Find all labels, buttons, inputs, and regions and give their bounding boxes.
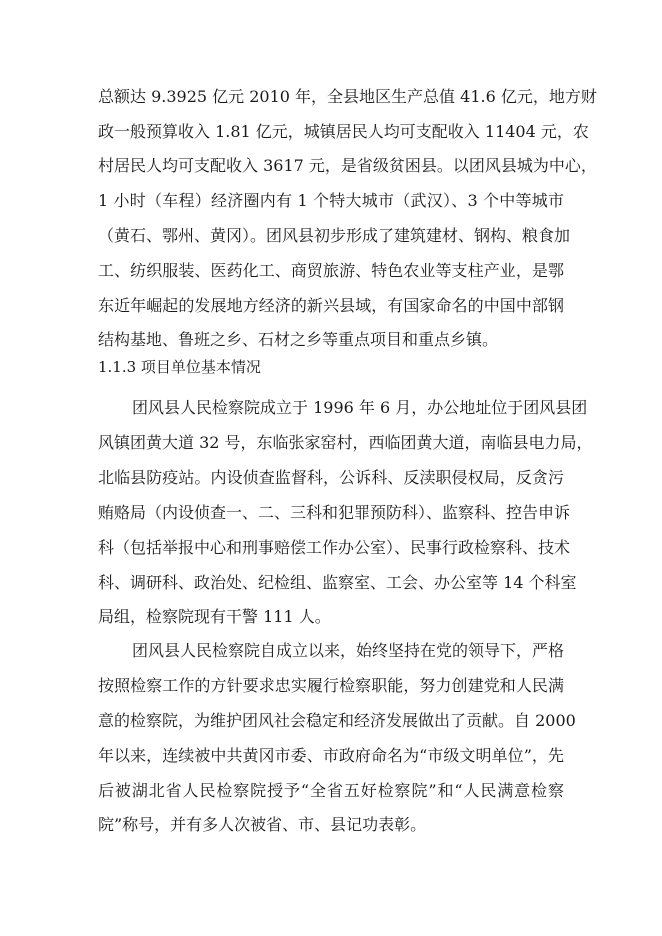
text-line: 北临县防疫站。内设侦查监督科，公诉科、反渎职侵权局，反贪污 (98, 468, 564, 487)
text-line: 院”称号，并有多人次被省、市、县记功表彰。 (98, 815, 427, 834)
text-line: 团风县人民检察院自成立以来，始终坚持在党的领导下，严格 (132, 641, 565, 660)
text-line: 风镇团黄大道 32 号，东临张家窑村，西临团黄大道，南临县电力局， (98, 433, 593, 452)
section-heading: 1.1.3 项目单位基本情况 (98, 358, 261, 376)
text-line: 贿赂局（内设侦查一、二、三科和犯罪预防科）、监察科、控告申诉 (98, 503, 571, 522)
text-line: 村居民人均可支配收入 3617 元，是省级贫困县。以团风县城为中心， (98, 156, 597, 175)
text-line: （黄石、鄂州、黄冈）。团风县初步形成了建筑建材、钢构、粮食加 (98, 226, 571, 245)
text-line: 局组，检察院现有干警 111 人。 (98, 607, 331, 626)
text-line: 东近年崛起的发展地方经济的新兴县域，有国家命名的中国中部钢 (98, 296, 564, 315)
text-line: 科、调研科、政治处、纪检组、监察室、工会、办公室等 14 个科室 (98, 573, 577, 592)
text-line: 政一般预算收入 1.81 亿元，城镇居民人均可支配收入 11404 元，农 (98, 122, 589, 141)
text-line: 结构基地、鲁班之乡、石材之乡等重点项目和重点乡镇。 (98, 330, 499, 349)
text-line: 科（包括举报中心和刑事赔偿工作办公室）、民事行政检察科、技术 (98, 538, 571, 557)
text-line: 工、纺织服装、医药化工、商贸旅游、特色农业等支柱产业，是鄂 (98, 261, 564, 280)
text-line: 1 小时（车程）经济圈内有 1 个特大城市（武汉）、3 个中等城市 (98, 191, 564, 210)
text-line: 年以来，连续被中共黄冈市委、市政府命名为“市级文明单位”，先 (98, 746, 564, 765)
text-line: 团风县人民检察院成立于 1996 年 6 月，办公地址位于团风县团 (132, 398, 588, 417)
text-line: 按照检察工作的方针要求忠实履行检察职能，努力创建党和人民满 (98, 676, 564, 695)
text-line: 后被湖北省人民检察院授予“全省五好检察院”和“人民满意检察 (98, 781, 564, 800)
text-line: 总额达 9.3925 亿元 2010 年，全县地区生产总值 41.6 亿元，地方财 (98, 87, 597, 106)
text-line: 意的检察院，为维护团风社会稳定和经济发展做出了贡献。自 2000 (98, 711, 576, 730)
